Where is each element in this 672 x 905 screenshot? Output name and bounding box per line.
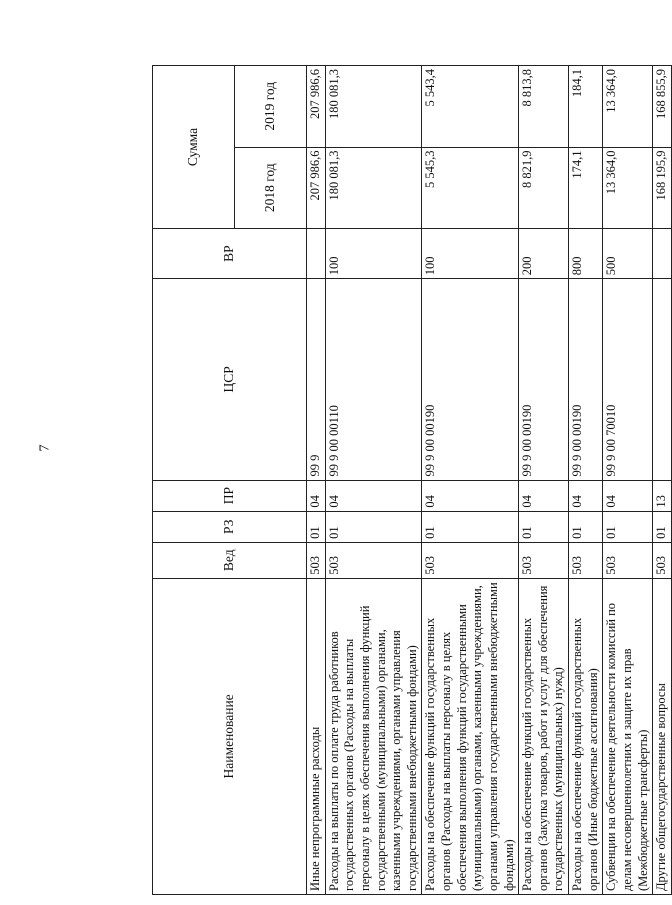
row-ved: 503 bbox=[569, 542, 603, 578]
table-row bbox=[653, 66, 672, 895]
row-ved: 503 bbox=[422, 542, 519, 578]
row-sum-2019: 8 813,8 bbox=[519, 66, 569, 148]
header-csr: ЦСР bbox=[153, 279, 307, 480]
budget-table-sheet bbox=[152, 65, 669, 895]
row-vr: 200 bbox=[519, 228, 569, 278]
row-ved: 503 bbox=[325, 542, 422, 578]
row-name: Другие общегосударственные вопросы bbox=[653, 578, 672, 894]
row-rz: 01 bbox=[603, 511, 653, 542]
header-2018: 2018 год bbox=[235, 147, 307, 228]
page-number: 7 bbox=[37, 444, 53, 452]
row-rz: 01 bbox=[653, 511, 672, 542]
row-pr: 04 bbox=[307, 480, 326, 511]
row-pr: 04 bbox=[569, 480, 603, 511]
row-sum-2019: 184,1 bbox=[569, 66, 603, 148]
row-ved: 503 bbox=[653, 542, 672, 578]
row-sum-2018: 168 195,9 bbox=[653, 147, 672, 228]
row-sum-2019: 180 081,3 bbox=[325, 66, 422, 148]
header-rz: РЗ bbox=[153, 511, 307, 542]
row-name: Расходы на выплаты по оплате труда работников государственных органов (Расходы на выплаты персоналу в целях обеспечения выполнения функций государственными (муниципальными) органами, казенными учреждениями, органами управления государственными внебюджетными фондами) bbox=[325, 578, 422, 894]
row-pr: 13 bbox=[653, 480, 672, 511]
row-name: Расходы на обеспечение функций государственных органов (Закупка товаров, работ и услуг для обеспечения государственных (муниципальных) нужд) bbox=[519, 578, 569, 894]
row-sum-2018: 174,1 bbox=[569, 147, 603, 228]
row-rz: 01 bbox=[422, 511, 519, 542]
row-csr: 99 9 00 00190 bbox=[519, 279, 569, 480]
row-csr: 99 9 00 70010 bbox=[603, 279, 653, 480]
table-row bbox=[569, 66, 603, 895]
header-vr: ВР bbox=[153, 228, 307, 278]
row-csr: 99 9 00 00110 bbox=[325, 279, 422, 480]
header-pr: ПР bbox=[153, 480, 307, 511]
row-ved: 503 bbox=[519, 542, 569, 578]
budget-table bbox=[152, 65, 672, 895]
row-sum-2019: 5 543,4 bbox=[422, 66, 519, 148]
row-pr: 04 bbox=[325, 480, 422, 511]
table-row bbox=[307, 66, 326, 895]
header-sum: Сумма bbox=[153, 66, 235, 229]
table-row bbox=[422, 66, 519, 895]
row-vr: 500 bbox=[603, 228, 653, 278]
row-csr bbox=[653, 279, 672, 480]
header-ved: Вед bbox=[153, 542, 307, 578]
row-name: Субвенции на обеспечение деятельности комиссий по делам несовершеннолетних и защите их прав (Межбюджетные трансферты) bbox=[603, 578, 653, 894]
row-name: Расходы на обеспечение функций государственных органов (Иные бюджетные ассигнования) bbox=[569, 578, 603, 894]
row-sum-2018: 5 545,3 bbox=[422, 147, 519, 228]
row-rz: 01 bbox=[307, 511, 326, 542]
row-sum-2018: 180 081,3 bbox=[325, 147, 422, 228]
row-sum-2018: 207 986,6 bbox=[307, 147, 326, 228]
row-rz: 01 bbox=[569, 511, 603, 542]
row-rz: 01 bbox=[325, 511, 422, 542]
table-row bbox=[603, 66, 653, 895]
row-name: Иные непрограммные расходы bbox=[307, 578, 326, 894]
header-2019: 2019 год bbox=[235, 66, 307, 148]
row-rz: 01 bbox=[519, 511, 569, 542]
row-pr: 04 bbox=[603, 480, 653, 511]
row-vr: 100 bbox=[422, 228, 519, 278]
header-name: Наименование bbox=[153, 578, 307, 894]
row-ved: 503 bbox=[307, 542, 326, 578]
row-sum-2019: 13 364,0 bbox=[603, 66, 653, 148]
row-pr: 04 bbox=[422, 480, 519, 511]
row-name: Расходы на обеспечение функций государственных органов (Расходы на выплаты персоналу в целях обеспечения выполнения функций государственными (муниципальными) органами, казенными учреждениями, органами управления государственными внебюджетными фондами) bbox=[422, 578, 519, 894]
row-csr: 99 9 bbox=[307, 279, 326, 480]
table-row bbox=[519, 66, 569, 895]
row-vr: 800 bbox=[569, 228, 603, 278]
row-csr: 99 9 00 00190 bbox=[569, 279, 603, 480]
table-row bbox=[325, 66, 422, 895]
row-pr: 04 bbox=[519, 480, 569, 511]
row-sum-2019: 207 986,6 bbox=[307, 66, 326, 148]
row-vr bbox=[307, 228, 326, 278]
row-vr bbox=[653, 228, 672, 278]
row-sum-2019: 168 855,9 bbox=[653, 66, 672, 148]
rotated-page bbox=[152, 65, 669, 895]
row-csr: 99 9 00 00190 bbox=[422, 279, 519, 480]
row-vr: 100 bbox=[325, 228, 422, 278]
row-sum-2018: 13 364,0 bbox=[603, 147, 653, 228]
row-sum-2018: 8 821,9 bbox=[519, 147, 569, 228]
row-ved: 503 bbox=[603, 542, 653, 578]
